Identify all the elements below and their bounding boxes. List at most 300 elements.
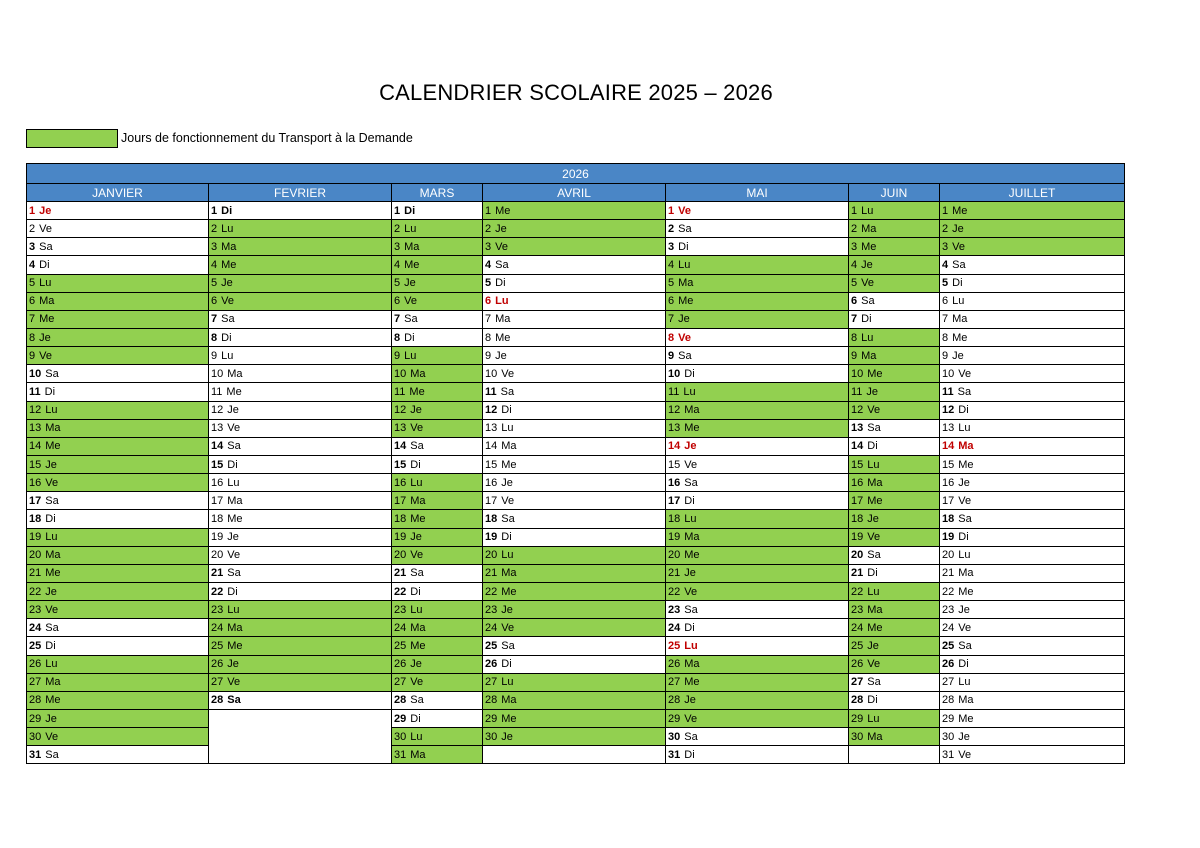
day-cell <box>392 710 483 728</box>
day-cell <box>666 365 849 383</box>
day-number: 27 <box>394 676 407 689</box>
day-number: 3 <box>394 240 401 253</box>
day-abbrev: Je <box>678 313 690 326</box>
day-number: 8 <box>485 331 492 344</box>
day-abbrev: Sa <box>867 422 881 435</box>
day-abbrev: Ve <box>684 712 698 725</box>
day-number: 25 <box>485 639 498 652</box>
day-abbrev: Me <box>501 458 517 471</box>
day-cell <box>940 365 1125 383</box>
day-cell <box>209 474 392 492</box>
day-cell <box>666 656 849 674</box>
day-cell <box>392 347 483 365</box>
day-cell <box>392 383 483 401</box>
day-cell <box>940 438 1125 456</box>
day-cell <box>392 601 483 619</box>
day-cell <box>849 238 940 256</box>
day-number: 5 <box>668 277 675 290</box>
day-number: 17 <box>394 494 407 507</box>
day-number: 11 <box>29 385 41 398</box>
day-cell <box>392 456 483 474</box>
day-cell <box>26 256 209 274</box>
day-number: 19 <box>29 531 42 544</box>
day-abbrev: Me <box>45 567 61 580</box>
day-cell <box>666 510 849 528</box>
day-number: 31 <box>668 748 681 761</box>
day-abbrev: Lu <box>45 658 58 671</box>
day-cell <box>209 492 392 510</box>
day-abbrev: Sa <box>227 694 241 707</box>
day-number: 20 <box>211 549 224 562</box>
day-abbrev: Ma <box>221 240 237 253</box>
day-cell <box>209 383 392 401</box>
day-number: 22 <box>942 585 955 598</box>
day-cell <box>940 619 1125 637</box>
month-header: AVRIL <box>483 184 666 202</box>
day-number: 4 <box>851 258 858 271</box>
day-abbrev: Di <box>684 748 695 761</box>
day-number: 16 <box>485 476 498 489</box>
day-cell <box>940 275 1125 293</box>
day-cell <box>666 492 849 510</box>
day-cell <box>209 619 392 637</box>
day-cell <box>26 710 209 728</box>
day-cell <box>849 692 940 710</box>
day-cell <box>849 474 940 492</box>
day-number: 12 <box>668 404 681 417</box>
day-number: 4 <box>942 258 949 271</box>
day-number: 22 <box>485 585 498 598</box>
day-cell <box>392 293 483 311</box>
day-abbrev: Ve <box>867 531 881 544</box>
day-cell <box>26 383 209 401</box>
day-cell <box>940 456 1125 474</box>
day-number: 13 <box>211 422 224 435</box>
day-cell <box>849 275 940 293</box>
day-number: 24 <box>485 621 498 634</box>
day-cell <box>483 293 666 311</box>
day-number: 26 <box>485 658 498 671</box>
day-abbrev: Ve <box>952 240 965 253</box>
day-cell <box>26 456 209 474</box>
day-cell <box>209 256 392 274</box>
day-cell <box>849 656 940 674</box>
day-cell <box>666 619 849 637</box>
day-number: 11 <box>851 385 863 398</box>
day-cell <box>483 275 666 293</box>
day-number: 25 <box>942 639 955 652</box>
day-abbrev: Lu <box>952 295 965 308</box>
day-number: 8 <box>211 331 218 344</box>
day-abbrev: Ve <box>39 349 52 362</box>
day-cell <box>940 746 1125 764</box>
day-cell <box>666 456 849 474</box>
day-abbrev: Je <box>227 531 239 544</box>
day-number: 14 <box>29 440 42 453</box>
day-number: 30 <box>668 730 681 743</box>
day-abbrev: Me <box>409 385 425 398</box>
day-cell <box>209 601 392 619</box>
day-cell <box>209 402 392 420</box>
day-abbrev: Ve <box>678 331 691 344</box>
day-abbrev: Sa <box>958 512 972 525</box>
month-column-juin <box>849 184 940 764</box>
day-abbrev: Di <box>221 204 233 217</box>
day-number: 15 <box>29 458 42 471</box>
day-number: 3 <box>668 240 675 253</box>
day-cell <box>666 710 849 728</box>
day-number: 29 <box>668 712 681 725</box>
day-abbrev: Me <box>867 367 883 380</box>
day-number: 16 <box>851 476 864 489</box>
day-number: 29 <box>485 712 498 725</box>
day-number: 14 <box>851 440 864 453</box>
day-abbrev: Ma <box>958 567 974 580</box>
day-cell <box>666 383 849 401</box>
day-number: 1 <box>942 204 949 217</box>
day-cell <box>666 547 849 565</box>
day-number: 17 <box>668 494 681 507</box>
day-abbrev: Je <box>410 658 422 671</box>
day-cell <box>209 365 392 383</box>
day-number: 23 <box>942 603 955 616</box>
day-cell <box>483 238 666 256</box>
day-abbrev: Je <box>501 603 513 616</box>
day-number: 12 <box>394 404 407 417</box>
day-cell <box>940 420 1125 438</box>
day-number: 24 <box>394 621 407 634</box>
day-number: 18 <box>851 512 864 525</box>
day-number: 15 <box>942 458 955 471</box>
day-cell <box>392 365 483 383</box>
day-number: 19 <box>668 531 681 544</box>
month-header: JUILLET <box>940 184 1125 202</box>
day-number: 11 <box>394 385 406 398</box>
day-number: 9 <box>485 349 492 362</box>
day-number: 15 <box>668 458 681 471</box>
day-abbrev: Lu <box>410 730 423 743</box>
day-cell <box>940 529 1125 547</box>
day-abbrev: Ma <box>45 549 61 562</box>
day-cell <box>849 583 940 601</box>
day-number: 30 <box>851 730 864 743</box>
day-abbrev: Me <box>410 512 426 525</box>
day-cell <box>849 710 940 728</box>
day-number: 17 <box>942 494 955 507</box>
day-cell <box>940 402 1125 420</box>
day-cell <box>940 311 1125 329</box>
day-number: 12 <box>851 404 864 417</box>
day-cell <box>940 492 1125 510</box>
day-cell <box>483 474 666 492</box>
day-abbrev: Ma <box>39 295 55 308</box>
calendar-table <box>26 163 1125 764</box>
day-number: 24 <box>942 621 955 634</box>
day-abbrev: Di <box>39 258 50 271</box>
day-abbrev: Je <box>45 712 57 725</box>
month-header: MARS <box>392 184 483 202</box>
day-number: 6 <box>851 295 858 308</box>
day-cell <box>940 238 1125 256</box>
day-number: 7 <box>668 313 675 326</box>
day-abbrev: Je <box>39 331 51 344</box>
day-abbrev: Di <box>861 313 872 326</box>
day-cell <box>392 474 483 492</box>
day-cell <box>849 492 940 510</box>
day-cell <box>26 674 209 692</box>
day-abbrev: Me <box>45 694 61 707</box>
day-cell <box>483 601 666 619</box>
day-cell <box>392 728 483 746</box>
day-cell <box>849 202 940 220</box>
day-abbrev: Ve <box>501 621 515 634</box>
day-cell <box>666 347 849 365</box>
day-abbrev: Je <box>221 277 233 290</box>
day-abbrev: Lu <box>404 222 417 235</box>
day-number: 15 <box>211 458 224 471</box>
day-cell <box>392 637 483 655</box>
day-abbrev: Me <box>958 458 974 471</box>
day-cell <box>26 510 209 528</box>
day-cell <box>392 402 483 420</box>
day-cell <box>392 692 483 710</box>
day-abbrev: Ve <box>867 404 881 417</box>
day-abbrev: Me <box>501 585 517 598</box>
day-number: 16 <box>211 476 224 489</box>
day-cell <box>209 202 392 220</box>
day-abbrev: Di <box>501 531 512 544</box>
day-number: 18 <box>668 512 681 525</box>
day-abbrev: Di <box>678 240 689 253</box>
day-number: 27 <box>668 676 681 689</box>
day-abbrev: Ma <box>861 222 877 235</box>
day-abbrev: Me <box>410 639 426 652</box>
day-cell <box>849 365 940 383</box>
day-cell <box>849 547 940 565</box>
legend-swatch <box>26 129 118 148</box>
day-number: 26 <box>394 658 407 671</box>
day-abbrev: Je <box>952 222 964 235</box>
day-cell <box>940 601 1125 619</box>
day-cell <box>849 529 940 547</box>
day-abbrev: Je <box>958 603 970 616</box>
day-number: 26 <box>211 658 224 671</box>
day-cell <box>483 728 666 746</box>
day-cell <box>209 275 392 293</box>
day-abbrev: Ma <box>501 567 517 580</box>
day-abbrev: Sa <box>221 313 235 326</box>
day-number: 30 <box>942 730 955 743</box>
day-abbrev: Me <box>867 621 883 634</box>
day-cell <box>26 275 209 293</box>
day-abbrev: Ma <box>45 422 61 435</box>
day-cell <box>666 311 849 329</box>
day-number: 25 <box>668 639 681 652</box>
day-abbrev: Me <box>958 712 974 725</box>
day-cell <box>209 529 392 547</box>
day-number: 28 <box>942 694 955 707</box>
day-number: 11 <box>942 385 954 398</box>
day-abbrev: Sa <box>45 494 59 507</box>
day-abbrev: Je <box>958 730 970 743</box>
day-abbrev: Sa <box>410 440 424 453</box>
day-abbrev: Je <box>866 385 879 398</box>
day-abbrev: Lu <box>684 512 697 525</box>
day-number: 24 <box>668 621 681 634</box>
day-abbrev: Me <box>45 440 61 453</box>
day-cell <box>483 456 666 474</box>
day-abbrev: Ve <box>958 367 972 380</box>
day-number: 19 <box>942 531 955 544</box>
day-abbrev: Me <box>227 639 243 652</box>
empty-cell <box>849 746 940 764</box>
day-number: 25 <box>211 639 224 652</box>
day-number: 17 <box>851 494 864 507</box>
day-abbrev: Sa <box>684 476 698 489</box>
day-abbrev: Ma <box>410 621 426 634</box>
day-abbrev: Di <box>495 277 506 290</box>
day-abbrev: Je <box>410 404 422 417</box>
day-abbrev: Sa <box>404 313 418 326</box>
day-number: 13 <box>668 422 681 435</box>
day-abbrev: Di <box>410 712 421 725</box>
day-cell <box>849 456 940 474</box>
day-abbrev: Ma <box>227 367 243 380</box>
day-cell <box>392 238 483 256</box>
day-cell <box>940 329 1125 347</box>
day-abbrev: Ma <box>952 313 968 326</box>
day-abbrev: Me <box>39 313 55 326</box>
day-number: 18 <box>29 512 42 525</box>
day-abbrev: Sa <box>227 567 241 580</box>
day-abbrev: Sa <box>957 385 972 398</box>
month-header: FEVRIER <box>209 184 392 202</box>
day-abbrev: Di <box>958 658 969 671</box>
day-number: 28 <box>485 694 498 707</box>
day-number: 8 <box>394 331 401 344</box>
day-cell <box>666 583 849 601</box>
day-abbrev: Di <box>958 404 969 417</box>
day-cell <box>209 510 392 528</box>
day-cell <box>209 293 392 311</box>
day-cell <box>940 674 1125 692</box>
day-number: 27 <box>942 676 955 689</box>
day-abbrev: Sa <box>227 440 241 453</box>
day-cell <box>392 619 483 637</box>
day-cell <box>666 220 849 238</box>
day-number: 17 <box>29 494 42 507</box>
day-cell <box>940 256 1125 274</box>
day-number: 1 <box>485 204 492 217</box>
day-abbrev: Je <box>45 458 57 471</box>
day-cell <box>666 674 849 692</box>
day-abbrev: Ve <box>958 748 972 761</box>
day-cell <box>849 438 940 456</box>
day-abbrev: Di <box>958 531 969 544</box>
day-abbrev: Ma <box>867 603 883 616</box>
day-number: 12 <box>485 404 498 417</box>
day-number: 8 <box>29 331 36 344</box>
day-number: 21 <box>394 567 407 580</box>
day-abbrev: Ve <box>410 676 424 689</box>
day-number: 22 <box>851 585 864 598</box>
day-abbrev: Di <box>227 458 238 471</box>
day-cell <box>26 601 209 619</box>
day-number: 5 <box>394 277 401 290</box>
day-number: 26 <box>668 658 681 671</box>
day-cell <box>483 619 666 637</box>
day-abbrev: Lu <box>861 204 874 217</box>
day-number: 26 <box>851 658 864 671</box>
day-cell <box>209 565 392 583</box>
month-header: MAI <box>666 184 849 202</box>
day-number: 7 <box>942 313 949 326</box>
day-abbrev: Sa <box>867 676 881 689</box>
month-columns <box>26 184 1125 764</box>
day-number: 22 <box>29 585 42 598</box>
day-number: 16 <box>942 476 955 489</box>
empty-cell <box>209 746 392 764</box>
day-abbrev: Ma <box>958 694 974 707</box>
day-number: 31 <box>942 748 955 761</box>
day-number: 29 <box>394 712 407 725</box>
day-cell <box>940 510 1125 528</box>
day-abbrev: Lu <box>861 331 874 344</box>
day-abbrev: Di <box>410 585 421 598</box>
day-number: 5 <box>29 277 36 290</box>
day-cell <box>666 728 849 746</box>
day-cell <box>849 510 940 528</box>
day-cell <box>940 692 1125 710</box>
day-cell <box>483 692 666 710</box>
day-number: 21 <box>211 567 224 580</box>
day-abbrev: Di <box>684 494 695 507</box>
day-number: 1 <box>394 204 401 217</box>
day-abbrev: Lu <box>410 476 423 489</box>
day-abbrev: Je <box>684 567 696 580</box>
day-number: 17 <box>485 494 498 507</box>
day-number: 10 <box>211 367 224 380</box>
day-cell <box>666 746 849 764</box>
day-abbrev: Ma <box>958 440 974 453</box>
day-abbrev: Sa <box>39 240 53 253</box>
day-abbrev: Sa <box>495 258 509 271</box>
day-number: 25 <box>29 639 42 652</box>
day-cell <box>849 637 940 655</box>
day-cell <box>483 565 666 583</box>
day-abbrev: Ma <box>501 694 517 707</box>
day-abbrev: Ma <box>495 313 511 326</box>
day-cell <box>849 383 940 401</box>
day-abbrev: Je <box>684 440 697 453</box>
day-abbrev: Ve <box>684 458 698 471</box>
day-number: 5 <box>942 277 949 290</box>
day-abbrev: Sa <box>684 603 698 616</box>
day-cell <box>483 347 666 365</box>
day-number: 11 <box>485 385 497 398</box>
day-number: 1 <box>29 204 36 217</box>
day-number: 28 <box>851 694 864 707</box>
day-number: 6 <box>29 295 36 308</box>
day-number: 13 <box>851 422 864 435</box>
day-number: 9 <box>29 349 36 362</box>
day-cell <box>209 674 392 692</box>
day-number: 29 <box>851 712 864 725</box>
day-number: 29 <box>942 712 955 725</box>
day-cell <box>483 220 666 238</box>
day-abbrev: Je <box>227 658 239 671</box>
day-number: 17 <box>211 494 224 507</box>
